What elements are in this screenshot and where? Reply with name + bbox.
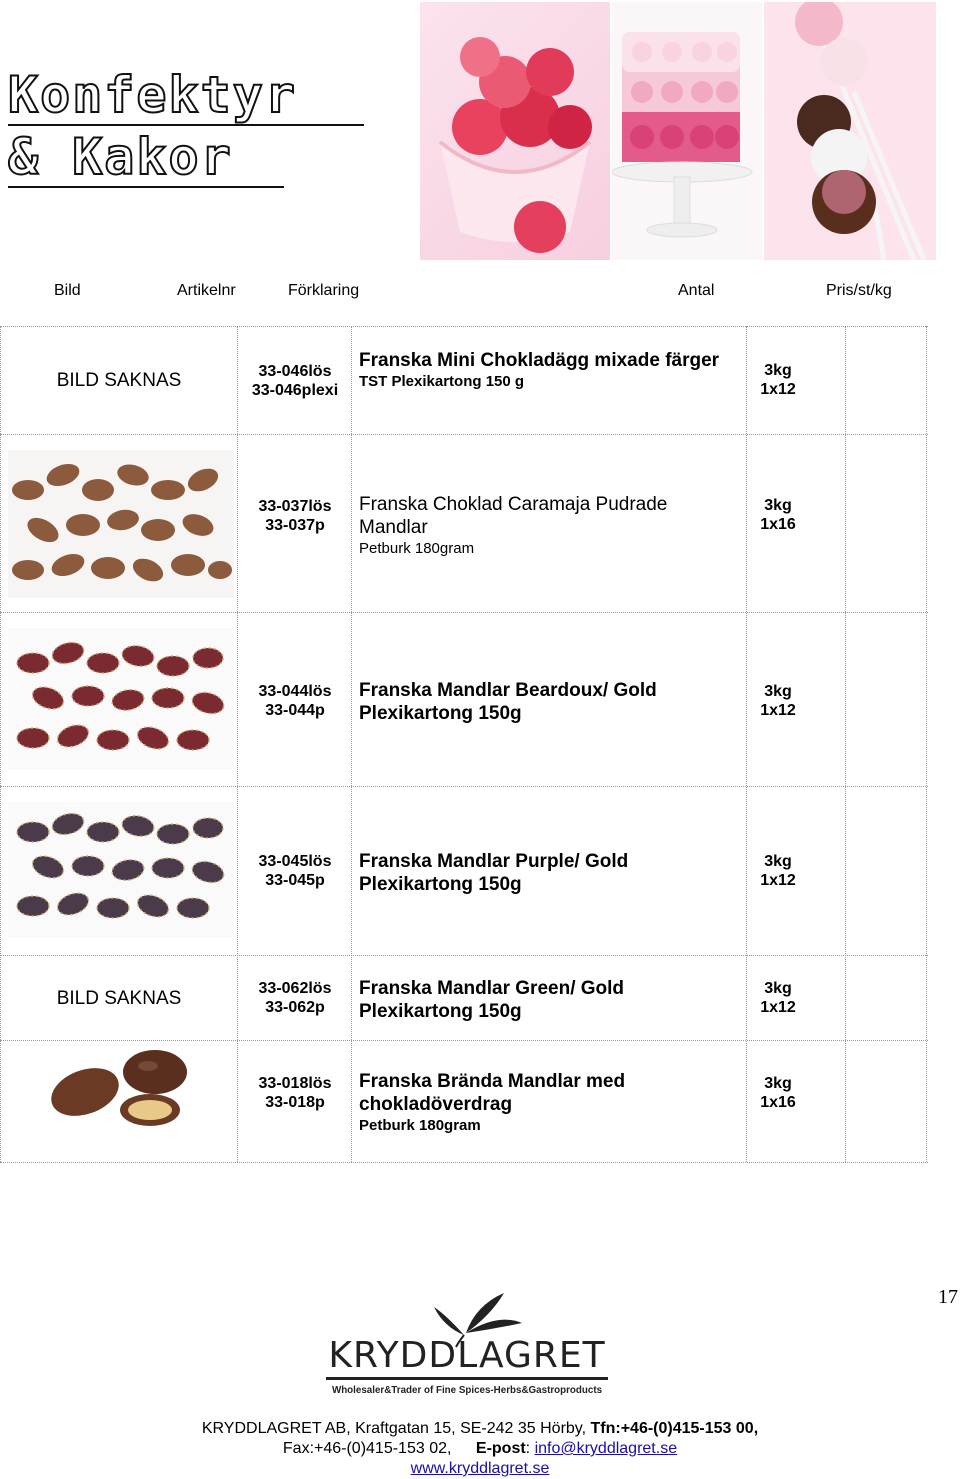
page-number: 17 — [938, 1286, 958, 1308]
article-number-loose: 33-037lös — [258, 498, 332, 515]
product-description — [359, 679, 744, 725]
quantity-weight: 3kg — [764, 1075, 792, 1092]
cake-pops-photo — [764, 2, 936, 260]
quantity — [748, 852, 808, 890]
product-packaging: Plexikartong 150g — [359, 874, 522, 895]
quantity-weight: 3kg — [764, 362, 792, 379]
quantity-pack: 1x12 — [760, 999, 796, 1016]
product-description — [359, 850, 744, 896]
footer-phone: Tfn:+46-(0)415-153 00, — [590, 1420, 759, 1437]
table-border — [0, 434, 928, 435]
article-number-pack: 33-045p — [265, 872, 325, 889]
header-forklaring: Förklaring — [288, 282, 360, 299]
article-number-loose: 33-062lös — [258, 980, 332, 997]
quantity-pack: 1x12 — [760, 872, 796, 889]
quantity — [748, 496, 808, 534]
title-underline-2 — [8, 186, 284, 188]
product-name: Franska Mandlar Purple/ Gold — [359, 851, 629, 872]
candy-photo — [420, 2, 610, 260]
article-number — [240, 682, 350, 720]
product-name-cont: chokladöverdrag — [359, 1094, 513, 1115]
article-number-loose: 33-046lös — [258, 363, 332, 380]
table-border — [0, 786, 928, 787]
header-bild: Bild — [54, 282, 81, 299]
page-title-line2: & Kakor — [8, 128, 233, 186]
kryddlagret-logo — [326, 1285, 608, 1407]
image-missing-label: BILD SAKNAS — [56, 370, 182, 391]
footer-email-sep: : — [525, 1440, 535, 1457]
footer-website — [0, 1460, 960, 1478]
quantity-pack: 1x12 — [760, 381, 796, 398]
table-col-border — [746, 326, 747, 1162]
article-number-loose: 33-018lös — [258, 1075, 332, 1092]
quantity — [748, 979, 808, 1017]
logo-wordmark: KRYDDLAGRET — [328, 1335, 606, 1376]
product-name: Franska Mandlar Beardoux/ Gold — [359, 680, 657, 701]
article-number-pack: 33-044p — [265, 702, 325, 719]
product-name: Franska Brända Mandlar med — [359, 1071, 626, 1092]
table-col-border — [351, 326, 352, 1162]
header-artikelnr: Artikelnr — [177, 282, 236, 299]
image-missing-label: BILD SAKNAS — [56, 988, 182, 1009]
quantity — [748, 361, 808, 399]
product-packaging: Plexikartong 150g — [359, 1001, 522, 1022]
table-border — [0, 1040, 928, 1041]
product-name: Franska Mini Chokladägg mixade färger — [359, 350, 720, 371]
cake-photo — [612, 2, 762, 260]
product-packaging: Petburk 180gram — [359, 1117, 481, 1134]
quantity-weight: 3kg — [764, 683, 792, 700]
product-packaging: Petburk 180gram — [359, 540, 475, 557]
article-number-pack: 33-018p — [265, 1094, 325, 1111]
table-border — [0, 326, 928, 327]
quantity-weight: 3kg — [764, 980, 792, 997]
header-pris: Pris/st/kg — [826, 282, 892, 299]
quantity-pack: 1x12 — [760, 702, 796, 719]
product-description — [359, 493, 744, 558]
table-border — [0, 1162, 928, 1163]
footer-website-link[interactable]: www.kryddlagret.se — [410, 1460, 550, 1477]
title-underline-1 — [8, 124, 364, 126]
article-number — [240, 1074, 350, 1112]
article-number — [240, 852, 350, 890]
article-number-pack: 33-046plexi — [251, 382, 339, 399]
product-image-cocoa-almonds — [8, 450, 234, 598]
product-description — [359, 349, 744, 391]
quantity — [748, 1074, 808, 1112]
header-antal: Antal — [678, 282, 715, 299]
product-name: Franska Choklad Caramaja Pudrade — [359, 494, 668, 515]
article-number-loose: 33-045lös — [258, 853, 332, 870]
quantity — [748, 682, 808, 720]
product-name-cont: Mandlar — [359, 517, 428, 538]
product-image-beardoux-almonds — [8, 628, 234, 770]
logo-tagline: Wholesaler&Trader of Fine Spices-Herbs&Gastroproducts — [331, 1385, 603, 1396]
product-image-purple-almonds — [8, 802, 234, 938]
footer-email-link[interactable]: info@kryddlagret.se — [534, 1440, 678, 1457]
article-number-pack: 33-037p — [265, 517, 325, 534]
quantity-pack: 1x16 — [760, 1094, 796, 1111]
page-title-line1: Konfektyr — [8, 66, 297, 124]
quantity-weight: 3kg — [764, 853, 792, 870]
footer-contact — [0, 1440, 960, 1458]
article-number — [240, 497, 350, 535]
product-name: Franska Mandlar Green/ Gold — [359, 978, 625, 999]
footer-address-text: KRYDDLAGRET AB, Kraftgatan 15, SE-242 35 Hörby, — [201, 1420, 591, 1437]
article-number — [240, 362, 350, 400]
footer-address — [0, 1420, 960, 1438]
article-number-loose: 33-044lös — [258, 683, 332, 700]
table-col-border — [237, 326, 238, 1162]
product-description — [359, 977, 744, 1023]
product-packaging: Plexikartong 150g — [359, 703, 522, 724]
table-col-border — [0, 326, 1, 1162]
table-col-border — [926, 326, 927, 1162]
article-number-pack: 33-062p — [265, 999, 325, 1016]
article-number — [240, 979, 350, 1017]
product-image-chocolate-almonds — [40, 1042, 190, 1132]
footer-email-label: E-post — [475, 1440, 526, 1457]
footer-fax: Fax:+46-(0)415-153 02, — [282, 1440, 452, 1457]
product-description — [359, 1070, 744, 1135]
table-col-border — [845, 326, 846, 1162]
quantity-pack: 1x16 — [760, 516, 796, 533]
product-packaging: TST Plexikartong 150 g — [359, 373, 525, 390]
table-border — [0, 612, 928, 613]
table-border — [0, 955, 928, 956]
quantity-weight: 3kg — [764, 497, 792, 514]
